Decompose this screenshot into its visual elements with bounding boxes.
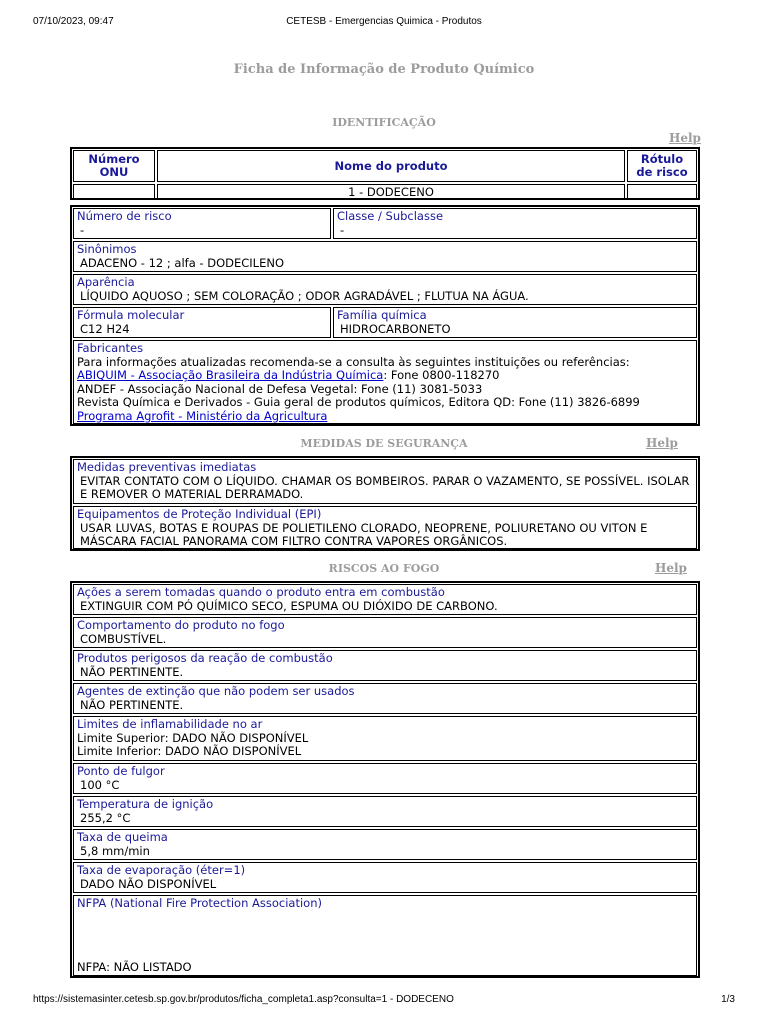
acoes-cell [73, 584, 697, 615]
comportamento-label: Comportamento do produto no fogo [77, 618, 285, 632]
classe-cell [333, 208, 697, 239]
medidas-label: Medidas preventivas imediatas [77, 460, 257, 474]
agentes-cell [73, 683, 697, 714]
revista-text: Revista Química e Derivados - Guia geral de produtos químicos, Editora QD: Fone (11) 3826-6899 [77, 395, 640, 409]
medidas-value: EVITAR CONTATO COM O LÍQUIDO. CHAMAR OS BOMBEIROS. PARAR O VAZAMENTO, SE POSSÍVEL. ISOLAR E REMOVER O MATERIAL DERRAMADO. [80, 473, 690, 501]
fulgor-cell [73, 763, 697, 794]
ignicao-label: Temperatura de ignição [77, 797, 214, 811]
produtos-perigosos-value: NÃO PERTINENTE. [80, 664, 184, 679]
agrofit-link[interactable]: Programa Agrofit - Ministério da Agricultura [77, 408, 328, 423]
agentes-label: Agentes de extinção que não podem ser usados [77, 684, 355, 698]
limite-inferior: Limite Inferior: DADO NÃO DISPONÍVEL [77, 744, 302, 758]
nfpa-value: NFPA: NÃO LISTADO [77, 959, 192, 974]
classe-value: - [340, 222, 345, 237]
epi-value: USAR LUVAS, BOTAS E ROUPAS DE POLIETILENO CLORADO, NEOPRENE, POLIURETANO OU VITON E MÁSCARA FACIAL PANORAMA COM FILTRO CONTRA VAPORES ORGÂNICOS. [80, 520, 648, 548]
limite-superior: Limite Superior: DADO NÃO DISPONÍVEL [77, 730, 309, 745]
formula-cell [73, 307, 331, 338]
aparencia-label: Aparência [77, 275, 135, 289]
print-page-title: CETESB - Emergencias Quimica - Produtos [286, 16, 482, 27]
andef-text: ANDEF - Associação Nacional de Defesa Vegetal: Fone (11) 3081-5033 [77, 381, 483, 396]
aparencia-cell [73, 274, 697, 305]
section-title-fogo: RISCOS AO FOGO [328, 562, 440, 575]
queima-label: Taxa de queima [77, 830, 168, 844]
fulgor-value: 100 °C [80, 777, 120, 792]
help-link-seguranca[interactable]: Help [646, 436, 678, 450]
limites-label: Limites de inflamabilidade no ar [77, 717, 263, 731]
identificacao-table [70, 147, 700, 200]
numero-onu-cell [73, 184, 155, 199]
nfpa-label: NFPA (National Fire Protection Association) [77, 896, 322, 910]
abiquim-phone: : Fone 0800-118270 [383, 368, 500, 382]
acoes-label: Ações a serem tomadas quando o produto entra em combustão [77, 585, 445, 599]
print-footer [33, 994, 735, 1008]
queima-value: 5,8 mm/min [80, 843, 150, 858]
nome-produto-cell: 1 - DODECENO [157, 184, 625, 199]
details-table [70, 205, 700, 426]
formula-value: C12 H24 [80, 321, 130, 336]
col-header-onu: Número ONU [73, 150, 155, 182]
limites-cell [73, 716, 697, 761]
evaporacao-label: Taxa de evaporação (éter=1) [77, 863, 246, 877]
nfpa-cell [73, 895, 697, 976]
evaporacao-cell [73, 862, 697, 893]
rotulo-risco-cell [627, 184, 697, 199]
familia-value: HIDROCARBONETO [340, 321, 451, 336]
comportamento-cell [73, 617, 697, 648]
numero-risco-value: - [80, 222, 85, 237]
page-title: Ficha de Informação de Produto Químico [233, 62, 535, 77]
familia-label: Família química [337, 308, 427, 322]
epi-label: Equipamentos de Proteção Individual (EPI) [77, 507, 322, 521]
fogo-table [70, 581, 700, 978]
print-url: https://sistemasinter.cetesb.sp.gov.br/produtos/ficha_completa1.asp?consulta=1 - DODECENO [33, 994, 454, 1005]
col-header-rotulo: Rótulo de risco [627, 150, 697, 182]
queima-cell [73, 829, 697, 860]
section-title-identificacao: IDENTIFICAÇÃO [332, 116, 436, 129]
abiquim-line [77, 369, 693, 383]
familia-cell [333, 307, 697, 338]
numero-risco-cell [73, 208, 331, 239]
medidas-cell [73, 459, 697, 504]
help-link-identificacao[interactable]: Help [669, 131, 701, 145]
section-title-seguranca: MEDIDAS DE SEGURANÇA [300, 437, 468, 450]
acoes-value: EXTINGUIR COM PÓ QUÍMICO SECO, ESPUMA OU DIÓXIDO DE CARBONO. [80, 598, 498, 613]
print-header [33, 16, 735, 30]
sinonimos-cell [73, 241, 697, 272]
epi-cell [73, 506, 697, 549]
formula-label: Fórmula molecular [77, 308, 185, 322]
produtos-perigosos-label: Produtos perigosos da reação de combustão [77, 651, 333, 665]
agentes-value: NÃO PERTINENTE. [80, 697, 184, 712]
help-link-fogo[interactable]: Help [655, 561, 687, 575]
evaporacao-value: DADO NÃO DISPONÍVEL [80, 876, 217, 891]
produtos-perigosos-cell [73, 650, 697, 681]
col-header-nome: Nome do produto [157, 150, 625, 182]
seguranca-table [70, 456, 700, 551]
numero-risco-label: Número de risco [77, 209, 172, 223]
print-page-number: 1/3 [721, 994, 735, 1005]
print-datetime: 07/10/2023, 09:47 [33, 16, 114, 27]
sinonimos-label: Sinônimos [77, 242, 137, 256]
fabricantes-cell [73, 340, 697, 424]
ignicao-cell [73, 796, 697, 827]
aparencia-value: LÍQUIDO AQUOSO ; SEM COLORAÇÃO ; ODOR AGRADÁVEL ; FLUTUA NA ÁGUA. [80, 288, 529, 303]
sinonimos-value: ADACENO - 12 ; alfa - DODECILENO [80, 255, 284, 270]
ignicao-value: 255,2 °C [80, 810, 131, 825]
comportamento-value: COMBUSTÍVEL. [80, 631, 167, 646]
fulgor-label: Ponto de fulgor [77, 764, 165, 778]
abiquim-link[interactable]: ABIQUIM - Associação Brasileira da Indústria Química [77, 368, 384, 382]
fabricantes-label: Fabricantes [77, 341, 144, 355]
fabricantes-intro: Para informações atualizadas recomenda-se a consulta às seguintes instituições ou referências: [77, 354, 630, 369]
classe-label: Classe / Subclasse [337, 209, 444, 223]
